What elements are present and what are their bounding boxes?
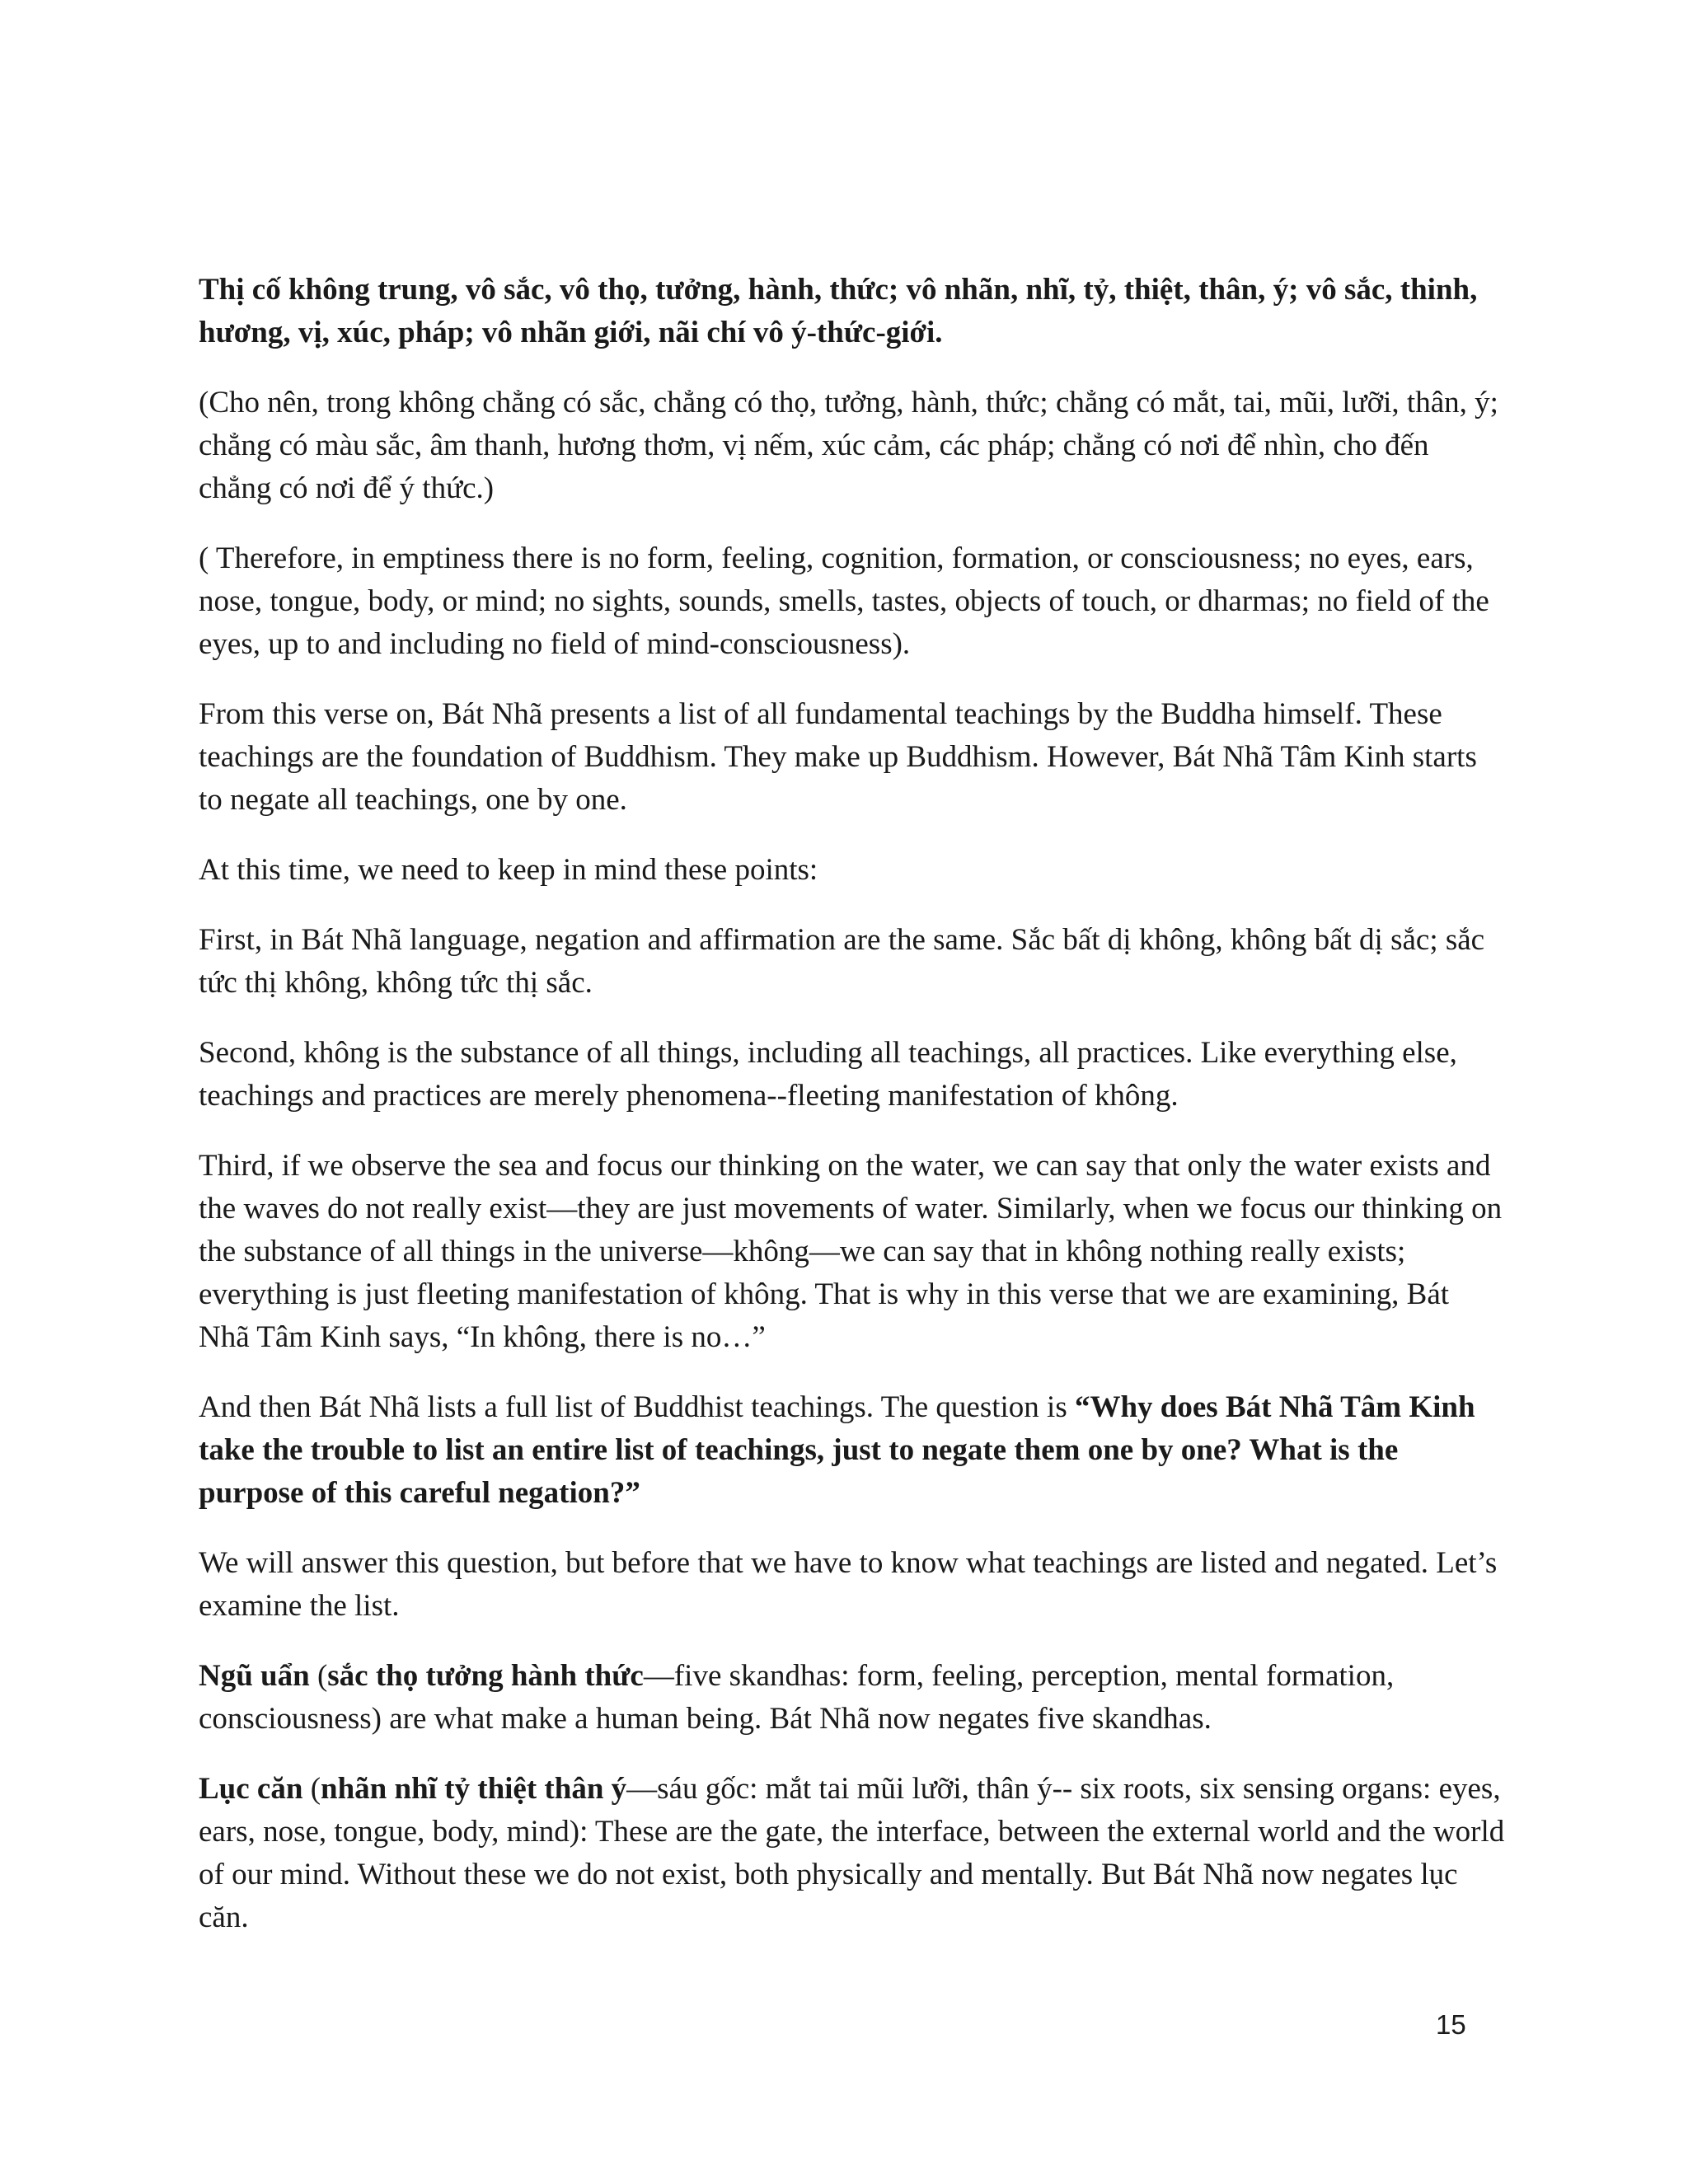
- ngu-uan-explanation: —five skandhas: form, feeling, perception, mental formation, consciousness) are what make a human being. Bát Nhã now negates five skandhas.: [199, 1659, 1395, 1736]
- paragraph-luc-can: [199, 1768, 1505, 1939]
- paragraph-question: [199, 1386, 1505, 1515]
- paragraph-intro: From this verse on, Bát Nhã presents a list of all fundamental teachings by the Buddha himself. These teachings are the foundation of Buddhism. They make up Buddhism. However, Bát Nhã Tâm Kinh starts to negate all teachings, one by one.: [199, 697, 1477, 817]
- luc-can-explanation: —sáu gốc: mắt tai mũi lưỡi, thân ý-- six roots, six sensing organs: eyes, ears, nose, tongue, body, mind): These are the gate, the interface, between the external world and the world of our mind. Without these we do not exist, both physically and mentally. But Bát Nhã now negates lục căn.: [199, 1772, 1505, 1934]
- english-translation: ( Therefore, in emptiness there is no form, feeling, cognition, formation, or consciousness; no eyes, ears, nose, tongue, body, or mind; no sights, sounds, smells, tastes, objects of touch, or dharmas; no field of the eyes, up to and including no field of mind-consciousness).: [199, 541, 1489, 661]
- sutra-verse: Thị cố không trung, vô sắc, vô thọ, tưởng, hành, thức; vô nhãn, nhĩ, tỷ, thiệt, thân, ý; vô sắc, thinh, hương, vị, xúc, pháp; vô nhãn giới, nãi chí vô ý-thức-giới.: [199, 273, 1478, 349]
- paragraph-answer: We will answer this question, but before that we have to know what teachings are listed and negated. Let’s examine the list.: [199, 1546, 1498, 1623]
- paragraph-keep-in-mind: At this time, we need to keep in mind these points:: [199, 853, 818, 887]
- ngu-uan-open-paren: (: [309, 1659, 328, 1693]
- vietnamese-translation: (Cho nên, trong không chẳng có sắc, chẳng có thọ, tưởng, hành, thức; chẳng có mắt, tai, mũi, lưỡi, thân, ý; chẳng có màu sắc, âm thanh, hương thơm, vị nếm, xúc cảm, các pháp; chẳng có nơi để nhìn, cho đến chẳng có nơi để ý thức.): [199, 386, 1498, 505]
- question-bold-text: “Why does Bát Nhã Tâm Kinh take the trouble to list an entire list of teachings, just to negate them one by one? What is the purpose of this careful negation?”: [199, 1390, 1475, 1510]
- question-lead-text: And then Bát Nhã lists a full list of Buddhist teachings. The question is: [199, 1390, 1075, 1424]
- paragraph-third-point: Third, if we observe the sea and focus our thinking on the water, we can say that only the water exists and the waves do not really exist—they are just movements of water. Similarly, when we focus our thinking on the substance of all things in the universe—không—we can say that in không nothing really exists; everything is just fleeting manifestation of không. That is why in this verse that we are examining, Bát Nhã Tâm Kinh says, “In không, there is no…”: [199, 1149, 1503, 1354]
- document-body: [199, 269, 1505, 1966]
- luc-can-open-paren: (: [302, 1772, 321, 1806]
- ngu-uan-term: Ngũ uẩn: [199, 1659, 310, 1693]
- paragraph-ngu-uan: [199, 1655, 1505, 1741]
- page-number: 15: [1436, 2009, 1466, 2040]
- luc-can-term: Lục căn: [199, 1772, 303, 1806]
- paragraph-first-point: First, in Bát Nhã language, negation and affirmation are the same. Sắc bất dị không, không bất dị sắc; sắc tức thị không, không tức thị sắc.: [199, 923, 1485, 1000]
- ngu-uan-terms: sắc thọ tưởng hành thức: [327, 1659, 644, 1693]
- luc-can-terms: nhãn nhĩ tỷ thiệt thân ý: [321, 1772, 627, 1806]
- paragraph-second-point: Second, không is the substance of all things, including all teachings, all practices. Like everything else, teachings and practices are merely phenomena--fleeting manifestation of không.: [199, 1036, 1457, 1113]
